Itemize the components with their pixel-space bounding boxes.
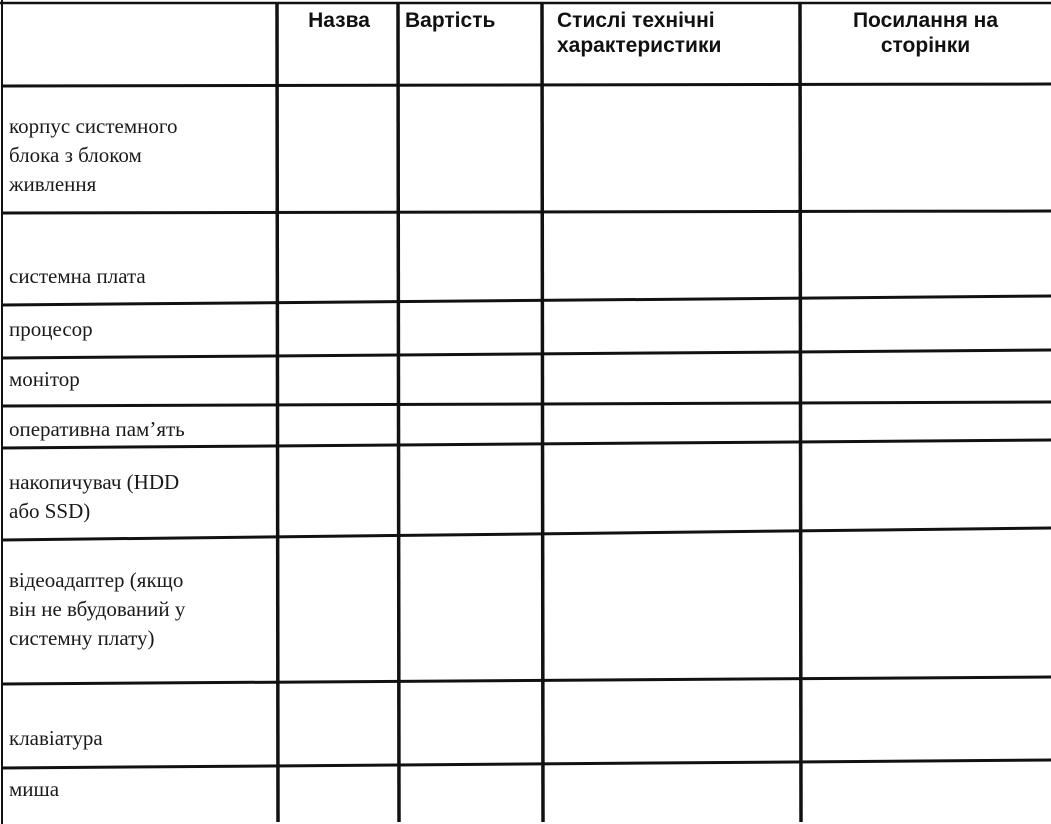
row-line-4	[2, 402, 1051, 406]
column-line-1	[277, 4, 278, 822]
header-specs: Стислі технічні характеристики	[557, 9, 722, 57]
header-links: Посилання на сторінки	[852, 9, 999, 57]
corner-cell	[0, 0, 275, 85]
row-line-1	[2, 211, 1051, 213]
column-line-4	[800, 4, 801, 822]
column-line-3	[542, 4, 543, 822]
row-label-storage: накопичувач (HDD або SSD)	[9, 470, 180, 523]
row-line-8	[2, 760, 1051, 768]
column-line-2	[398, 4, 399, 822]
row-label-motherboard: системна плата	[9, 264, 146, 288]
row-label-mouse: миша	[9, 777, 60, 801]
row-label-cpu: процесор	[9, 317, 93, 341]
row-line-7	[2, 677, 1051, 684]
row-line-3	[2, 350, 1051, 358]
row-label-monitor: монітор	[9, 367, 80, 391]
row-label-video-adapter: відеоадаптер (якщо він не вбудований у системну плату)	[9, 568, 186, 650]
header-cost: Вартість	[405, 9, 496, 32]
row-line-6	[2, 528, 1051, 540]
row-line-2	[2, 296, 1051, 305]
header-name: Назва	[308, 9, 370, 32]
row-label-ram: оперативна пам’ять	[9, 417, 185, 441]
row-label-case: корпус системного блока з блоком живлення	[9, 114, 178, 196]
row-label-keyboard: клавіатура	[9, 726, 103, 750]
